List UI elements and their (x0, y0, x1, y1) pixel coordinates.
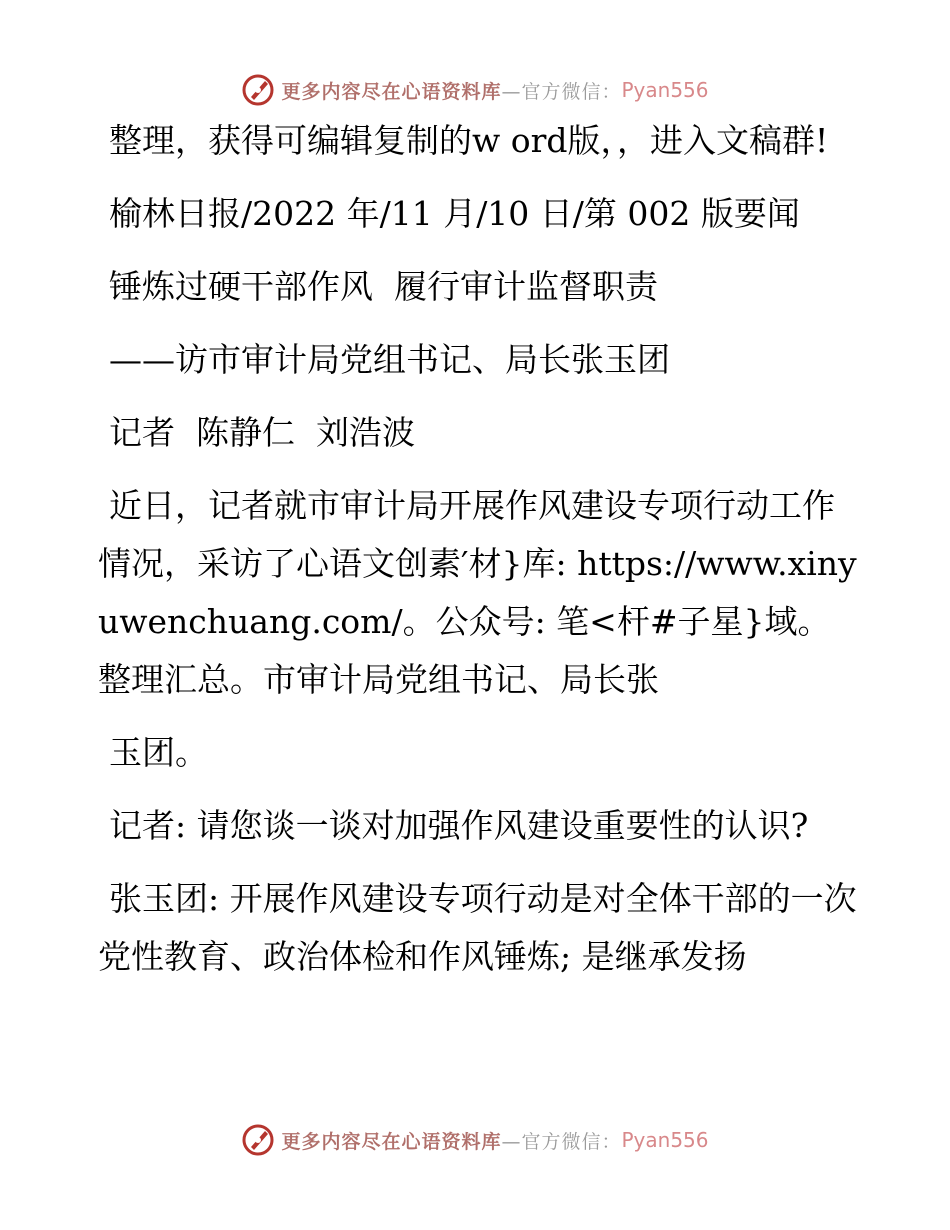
paragraph-answer: 张玉团: 开展作风建设专项行动是对全体干部的一次党性教育、政治体检和作风锤炼; 是继承发扬 (98, 879, 857, 976)
paragraph-question: 记者: 请您谈一谈对加强作风建设重要性的认识? (109, 806, 809, 845)
paragraph-source: 榆林日报/2022 年/11 月/10 日/第 002 版要闻 (109, 194, 800, 233)
watermark-text: 更多内容尽在心语资料库 (281, 80, 502, 103)
watermark-handle: Pyan556 (621, 78, 709, 102)
paragraph-lead-end: 玉团。 (109, 733, 208, 772)
paragraph-lead: 近日，记者就市审计局开展作风建设专项行动工作情况，采访了心语文创素′材}库: https://www.xinyuwenchuang.com/。公众号: 笔<杆#子星}域。整理汇总。市审计局党组书记、局长张 (98, 486, 857, 699)
watermark-dash: —官方微信： (501, 80, 622, 103)
pen-logo-icon (241, 73, 275, 107)
watermark-handle: Pyan556 (621, 1128, 709, 1152)
article-title: 锤炼过硬干部作风 履行审计监督职责 (109, 267, 658, 306)
article-body (98, 112, 858, 1001)
pen-logo-icon (241, 1123, 275, 1157)
watermark-text: 更多内容尽在心语资料库 (281, 1130, 502, 1153)
article-subtitle: ——访市审计局党组书记、局长张玉团 (109, 340, 670, 379)
footer-watermark (0, 1120, 950, 1160)
article-byline: 记者 陈静仁 刘浩波 (109, 413, 415, 452)
header-watermark (0, 70, 950, 110)
watermark-dash: —官方微信： (501, 1130, 622, 1153)
paragraph-intro: 整理，获得可编辑复制的w ord版，，进入文稿群! (109, 121, 829, 160)
